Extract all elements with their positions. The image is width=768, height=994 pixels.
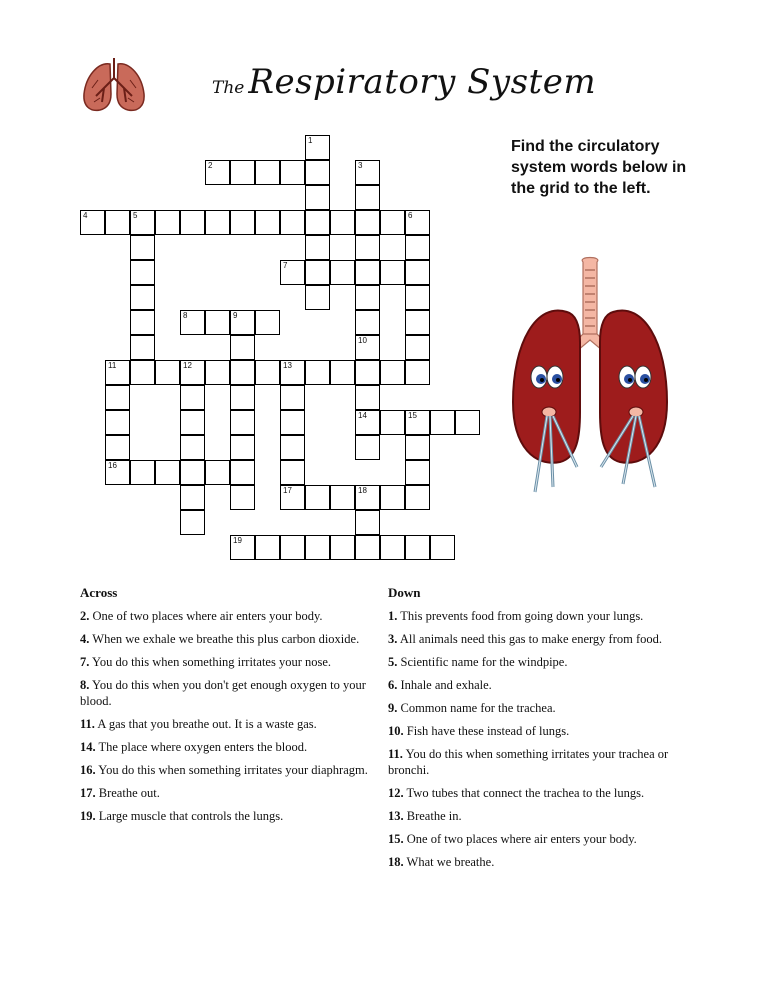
- clue-number: 15: [408, 411, 417, 420]
- crossword-cell[interactable]: [355, 385, 380, 410]
- clue-item: 9. Common name for the trachea.: [388, 701, 556, 715]
- crossword-cell[interactable]: [230, 410, 255, 435]
- crossword-cell[interactable]: [305, 160, 330, 185]
- clue-number: 3: [358, 161, 363, 170]
- crossword-cell[interactable]: [105, 360, 130, 385]
- crossword-cell[interactable]: [355, 285, 380, 310]
- crossword-cell[interactable]: [255, 535, 280, 560]
- crossword-cell[interactable]: [130, 460, 155, 485]
- crossword-cell[interactable]: [330, 360, 355, 385]
- crossword-cell[interactable]: [255, 160, 280, 185]
- crossword-cell[interactable]: [405, 535, 430, 560]
- crossword-cell[interactable]: [380, 535, 405, 560]
- crossword-cell[interactable]: [280, 410, 305, 435]
- crossword-cell[interactable]: [180, 485, 205, 510]
- clue-number: 13: [283, 361, 292, 370]
- crossword-cell[interactable]: [105, 210, 130, 235]
- crossword-cell[interactable]: [430, 410, 455, 435]
- crossword-cell[interactable]: [230, 335, 255, 360]
- crossword-cell[interactable]: [230, 385, 255, 410]
- clue-item: 4. When we exhale we breathe this plus carbon dioxide.: [80, 632, 360, 646]
- crossword-cell[interactable]: [130, 235, 155, 260]
- crossword-cell[interactable]: [355, 160, 380, 185]
- crossword-cell[interactable]: [255, 360, 280, 385]
- crossword-cell[interactable]: [380, 210, 405, 235]
- crossword-cell[interactable]: [280, 360, 305, 385]
- crossword-cell[interactable]: [180, 310, 205, 335]
- clue-number: 6: [408, 211, 413, 220]
- clue-number: 2: [208, 161, 213, 170]
- crossword-cell[interactable]: [205, 210, 230, 235]
- crossword-cell[interactable]: [355, 310, 380, 335]
- crossword-cell[interactable]: [455, 410, 480, 435]
- crossword-cell[interactable]: [80, 210, 105, 235]
- crossword-cell[interactable]: [355, 435, 380, 460]
- crossword-cell[interactable]: [255, 310, 280, 335]
- crossword-cell[interactable]: [180, 385, 205, 410]
- crossword-cell[interactable]: [280, 385, 305, 410]
- clue-number: 8: [183, 311, 188, 320]
- crossword-cell[interactable]: [280, 435, 305, 460]
- crossword-cell[interactable]: [130, 335, 155, 360]
- clue-item: 12. Two tubes that connect the trachea to the lungs.: [388, 786, 645, 800]
- crossword-cell[interactable]: [330, 485, 355, 510]
- crossword-cell[interactable]: [355, 235, 380, 260]
- crossword-cell[interactable]: [155, 360, 180, 385]
- crossword-cell[interactable]: [380, 410, 405, 435]
- crossword-cell[interactable]: [405, 460, 430, 485]
- crossword-cell[interactable]: [280, 160, 305, 185]
- crossword-cell[interactable]: [180, 435, 205, 460]
- crossword-cell[interactable]: [205, 460, 230, 485]
- clue-item: 17. Breathe out.: [80, 786, 160, 800]
- crossword-cell[interactable]: [230, 160, 255, 185]
- crossword-cell[interactable]: [405, 360, 430, 385]
- clue-number: 18: [358, 486, 367, 495]
- cartoon-lungs-icon: [505, 252, 675, 497]
- clue-item: 8. You do this when you don't get enough oxygen to your blood.: [80, 678, 366, 708]
- clue-number: 7: [283, 261, 288, 270]
- title-main: Respiratory System: [248, 62, 597, 102]
- crossword-cell[interactable]: [355, 260, 380, 285]
- crossword-cell[interactable]: [305, 210, 330, 235]
- clue-item: 2. One of two places where air enters your body.: [80, 609, 323, 623]
- crossword-cell[interactable]: [330, 210, 355, 235]
- clue-number: 19: [233, 536, 242, 545]
- crossword-cell[interactable]: [105, 435, 130, 460]
- clue-number: 11: [108, 361, 117, 370]
- crossword-cell[interactable]: [405, 210, 430, 235]
- crossword-cell[interactable]: [405, 435, 430, 460]
- clue-item: 15. One of two places where air enters your body.: [388, 832, 637, 846]
- crossword-cell[interactable]: [355, 485, 380, 510]
- crossword-cell[interactable]: [305, 485, 330, 510]
- crossword-cell[interactable]: [355, 410, 380, 435]
- crossword-cell[interactable]: [405, 235, 430, 260]
- crossword-cell[interactable]: [405, 260, 430, 285]
- clue-item: 11. You do this when something irritates your trachea or bronchi.: [388, 747, 669, 777]
- crossword-cell[interactable]: [305, 235, 330, 260]
- crossword-cell[interactable]: [180, 460, 205, 485]
- crossword-cell[interactable]: [230, 460, 255, 485]
- crossword-cell[interactable]: [230, 485, 255, 510]
- clue-item: 7. You do this when something irritates your nose.: [80, 655, 332, 669]
- crossword-cell[interactable]: [405, 410, 430, 435]
- crossword-cell[interactable]: [305, 535, 330, 560]
- crossword-cell[interactable]: [130, 310, 155, 335]
- crossword-cell[interactable]: [180, 410, 205, 435]
- crossword-cell[interactable]: [205, 360, 230, 385]
- crossword-cell[interactable]: [305, 135, 330, 160]
- crossword-cell[interactable]: [230, 310, 255, 335]
- down-clues: [388, 585, 693, 877]
- crossword-cell[interactable]: [305, 360, 330, 385]
- crossword-cell[interactable]: [205, 310, 230, 335]
- crossword-cell[interactable]: [130, 285, 155, 310]
- clue-item: 5. Scientific name for the windpipe.: [388, 655, 568, 669]
- crossword-cell[interactable]: [405, 335, 430, 360]
- crossword-cell[interactable]: [105, 460, 130, 485]
- crossword-cell[interactable]: [405, 485, 430, 510]
- crossword-cell[interactable]: [105, 410, 130, 435]
- clue-number: 12: [183, 361, 192, 370]
- crossword-cell[interactable]: [355, 535, 380, 560]
- clue-item: 11. A gas that you breathe out. It is a waste gas.: [80, 717, 317, 731]
- crossword-cell[interactable]: [230, 360, 255, 385]
- crossword-cell[interactable]: [305, 185, 330, 210]
- crossword-cell[interactable]: [280, 460, 305, 485]
- crossword-cell[interactable]: [130, 360, 155, 385]
- clue-item: 10. Fish have these instead of lungs.: [388, 724, 570, 738]
- crossword-cell[interactable]: [155, 210, 180, 235]
- crossword-cell[interactable]: [255, 210, 280, 235]
- instructions-text: Find the circulatory system words below in the grid to the left.: [511, 138, 687, 197]
- crossword-cell[interactable]: [205, 160, 230, 185]
- clue-item: 3. All animals need this gas to make energy from food.: [388, 632, 663, 646]
- crossword-cell[interactable]: [305, 260, 330, 285]
- clue-number: 10: [358, 336, 367, 345]
- crossword-cell[interactable]: [430, 535, 455, 560]
- clue-number: 5: [133, 211, 138, 220]
- clue-item: 16. You do this when something irritates your diaphragm.: [80, 763, 368, 777]
- crossword-cell[interactable]: [130, 260, 155, 285]
- clue-item: 6. Inhale and exhale.: [388, 678, 492, 692]
- clue-number: 16: [108, 461, 117, 470]
- clue-item: 13. Breathe in.: [388, 809, 462, 823]
- crossword-cell[interactable]: [230, 435, 255, 460]
- clue-number: 9: [233, 311, 238, 320]
- crossword-cell[interactable]: [280, 210, 305, 235]
- crossword-cell[interactable]: [280, 260, 305, 285]
- crossword-cell[interactable]: [130, 210, 155, 235]
- crossword-cell[interactable]: [405, 310, 430, 335]
- clue-number: 4: [83, 211, 88, 220]
- title-prefix: The: [212, 78, 245, 98]
- clue-number: 1: [308, 136, 313, 145]
- crossword-cell[interactable]: [355, 210, 380, 235]
- crossword-cell[interactable]: [380, 260, 405, 285]
- crossword-cell[interactable]: [355, 335, 380, 360]
- across-heading: Across: [80, 585, 118, 600]
- crossword-cell[interactable]: [230, 535, 255, 560]
- crossword-cell[interactable]: [180, 210, 205, 235]
- crossword-cell[interactable]: [355, 185, 380, 210]
- crossword-cell[interactable]: [380, 485, 405, 510]
- crossword-cell[interactable]: [380, 360, 405, 385]
- crossword-cell[interactable]: [330, 260, 355, 285]
- clue-item: 14. The place where oxygen enters the blood.: [80, 740, 308, 754]
- clue-number: 14: [358, 411, 367, 420]
- clue-item: 1. This prevents food from going down your lungs.: [388, 609, 644, 623]
- crossword-cell[interactable]: [280, 485, 305, 510]
- crossword-cell[interactable]: [180, 510, 205, 535]
- clue-item: 18. What we breathe.: [388, 855, 495, 869]
- clue-number: 17: [283, 486, 292, 495]
- crossword-cell[interactable]: [155, 460, 180, 485]
- crossword-cell[interactable]: [230, 210, 255, 235]
- crossword-cell[interactable]: [355, 360, 380, 385]
- crossword-cell[interactable]: [105, 385, 130, 410]
- crossword-cell[interactable]: [180, 360, 205, 385]
- crossword-cell[interactable]: [280, 535, 305, 560]
- crossword-cell[interactable]: [305, 285, 330, 310]
- clue-item: 19. Large muscle that controls the lungs.: [80, 809, 284, 823]
- crossword-cell[interactable]: [405, 285, 430, 310]
- across-clues: [80, 585, 375, 831]
- crossword-cell[interactable]: [330, 535, 355, 560]
- down-heading: Down: [388, 585, 421, 600]
- crossword-cell[interactable]: [355, 510, 380, 535]
